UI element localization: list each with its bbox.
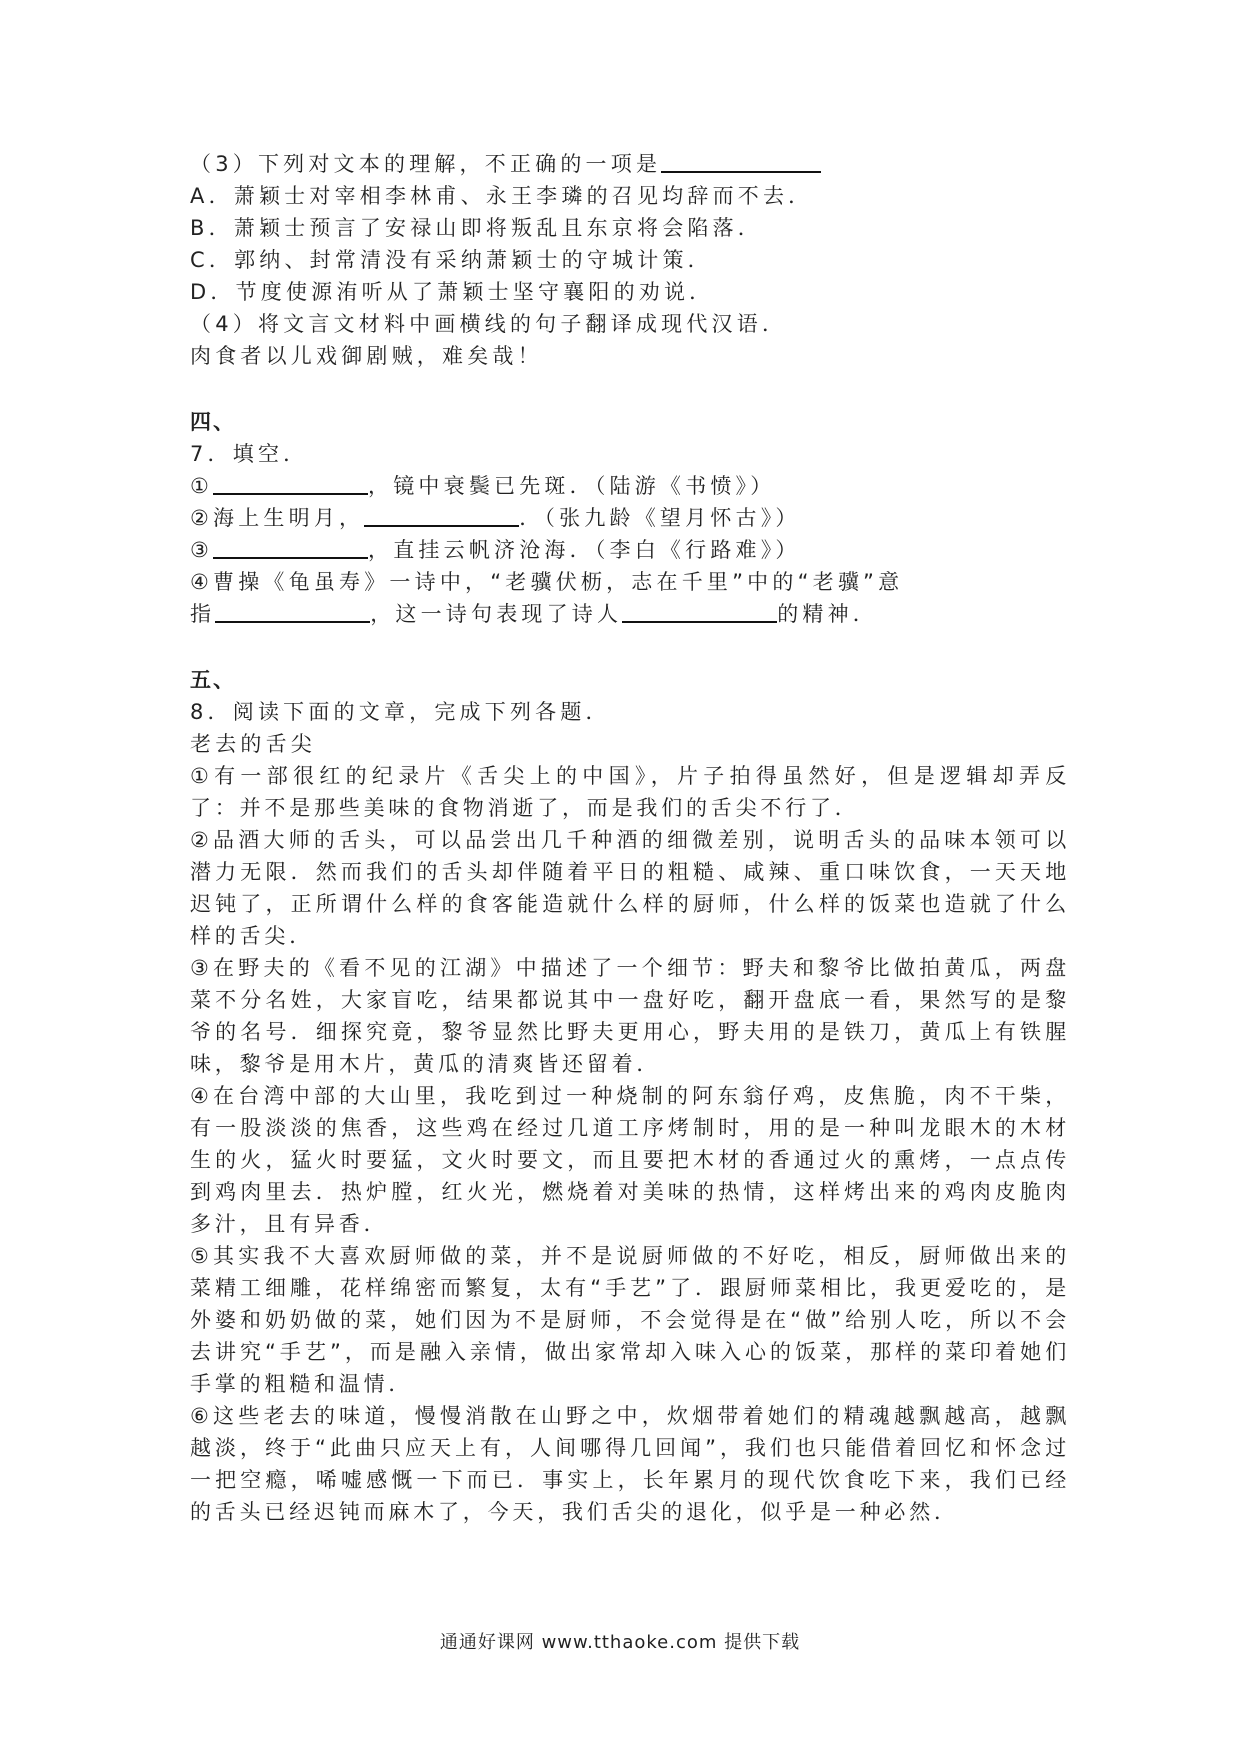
q7-item-4-line1: ④曹操《龟虽寿》一诗中，“老骥伏枥，志在千里”中的“老骥”意: [190, 570, 904, 594]
q7-item-1-text: ，镜中衰鬓已先斑．（陆游《书愤》）: [368, 474, 776, 498]
article-paragraph-2: ②品酒大师的舌头，可以品尝出几千种酒的细微差别，说明舌头的品味本领可以潜力无限．然而我们的舌头却伴随着平日的粗糙、咸辣、重口味饮食，一天天地迟钝了，正所谓什么样的食客能造就什么样的厨师，什么样的饭菜也造就了什么样的舌尖．: [190, 828, 1070, 948]
q7-title: 7．填空．: [190, 442, 309, 466]
q7-item-4-middle: ，这一诗句表现了诗人: [370, 602, 623, 626]
answer-blank-q7-1[interactable]: [213, 471, 368, 495]
section-heading-4: 四、: [190, 410, 236, 434]
q7-item-3: [190, 534, 1070, 566]
answer-blank-q7-4b[interactable]: [622, 599, 777, 623]
q7-item-4-line2: [190, 598, 1070, 630]
article-paragraph-1: ①有一部很红的纪录片《舌尖上的中国》，片子拍得虽然好，但是逻辑却弄反了：并不是那些美味的食物消逝了，而是我们的舌尖不行了．: [190, 764, 1070, 820]
answer-blank-q7-3[interactable]: [213, 535, 368, 559]
article-title: 老去的舌尖: [190, 732, 316, 756]
q7-item-4-after: 的精神．: [777, 602, 879, 626]
article-paragraph-4: ④在台湾中部的大山里，我吃到过一种烧制的阿东翁仔鸡，皮焦脆，肉不干柴，有一股淡淡的焦香，这些鸡在经过几道工序烤制时，用的是一种叫龙眼木的木材生的火，猛火时要猛，文火时要文，而且要把木材的香通过火的熏烤，一点点传到鸡肉里去．热炉膛，红火光，燃烧着对美味的热情，这样烤出来的鸡肉皮脆肉多汁，且有异香．: [190, 1084, 1070, 1236]
q7-item-1-num: ①: [190, 474, 214, 498]
q3-option-d: D．节度使源洧听从了萧颖士坚守襄阳的劝说．: [190, 280, 715, 304]
q7-item-2-before: ②海上生明月，: [190, 506, 365, 530]
q3-stem-text: （3）下列对文本的理解，不正确的一项是: [190, 152, 662, 176]
article-paragraph-6: ⑥这些老去的味道，慢慢消散在山野之中，炊烟带着她们的精魂越飘越高，越飘越淡，终于“此曲只应天上有，人间哪得几回闻”，我们也只能借着回忆和怀念过一把空瘾，唏嘘感慨一下而已．事实上，长年累月的现代饮食吃下来，我们已经的舌头已经迟钝而麻木了，今天，我们舌尖的退化，似乎是一种必然．: [190, 1404, 1070, 1524]
q3-stem: [190, 148, 1070, 180]
answer-blank-q7-4a[interactable]: [215, 599, 370, 623]
q7-item-1: [190, 470, 1070, 502]
page-footer: 通通好课网 www.tthaoke.com 提供下载: [439, 1632, 801, 1653]
document-page: [190, 148, 1070, 1528]
q3-option-c: C．郭纳、封常清没有采纳萧颖士的守城计策．: [190, 248, 713, 272]
q7-item-2: [190, 502, 1070, 534]
q3-option-b: B．萧颖士预言了安禄山即将叛乱且东京将会陷落．: [190, 216, 764, 240]
q4-stem: （4）将文言文材料中画横线的句子翻译成现代汉语．: [190, 312, 788, 336]
q8-title: 8．阅读下面的文章，完成下列各题．: [190, 700, 611, 724]
q4-sentence: 肉食者以儿戏御剧贼，难矣哉！: [190, 344, 543, 368]
q7-item-4-before: 指: [190, 602, 216, 626]
q7-item-3-num: ③: [190, 538, 214, 562]
article-paragraph-5: ⑤其实我不大喜欢厨师做的菜，并不是说厨师做的不好吃，相反，厨师做出来的菜精工细雕，花样绵密而繁复，太有“手艺”了．跟厨师菜相比，我更爱吃的，是外婆和奶奶做的菜，她们因为不是厨师，不会觉得是在“做”给别人吃，所以不会去讲究“手艺”，而是融入亲情，做出家常却入味入心的饭菜，那样的菜印着她们手掌的粗糙和温情．: [190, 1244, 1070, 1396]
q7-item-2-text: ．（张九龄《望月怀古》）: [519, 506, 801, 530]
answer-blank-q3[interactable]: [661, 149, 821, 173]
q7-item-3-text: ，直挂云帆济沧海．（李白《行路难》）: [368, 538, 801, 562]
article-paragraph-3: ③在野夫的《看不见的江湖》中描述了一个细节：野夫和黎爷比做拍黄瓜，两盘菜不分名姓，大家盲吃，结果都说其中一盘好吃，翻开盘底一看，果然写的是黎爷的名号．细探究竟，黎爷显然比野夫更用心，野夫用的是铁刀，黄瓜上有铁腥味，黎爷是用木片，黄瓜的清爽皆还留着．: [190, 956, 1070, 1076]
q3-option-a: A．萧颖士对宰相李林甫、永王李璘的召见均辞而不去．: [190, 184, 814, 208]
answer-blank-q7-2[interactable]: [364, 503, 519, 527]
section-heading-5: 五、: [190, 668, 236, 692]
